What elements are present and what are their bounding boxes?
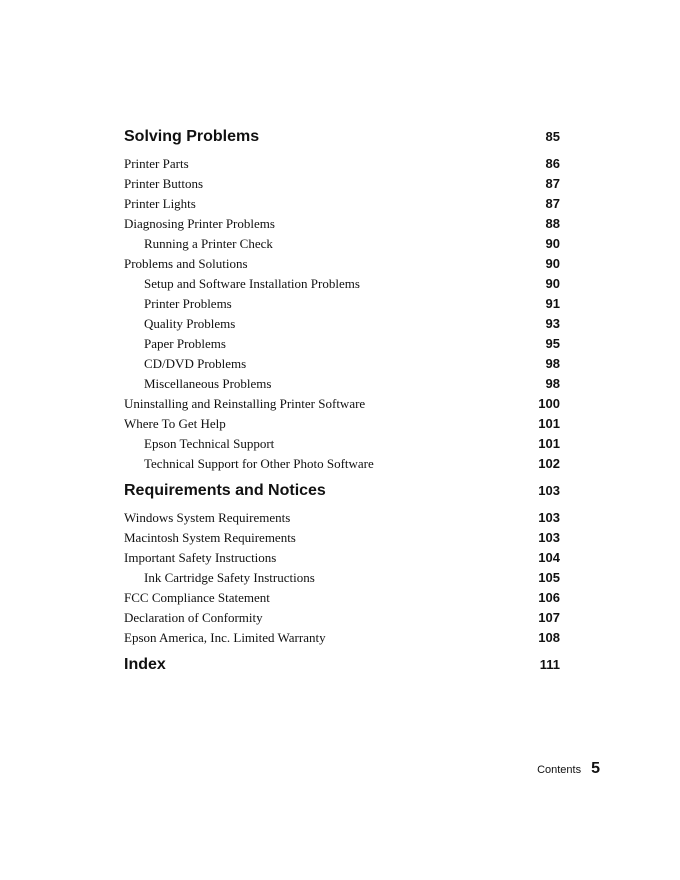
- toc-entry-title: Where To Get Help: [124, 416, 226, 431]
- toc-entry-title: Printer Parts: [124, 156, 189, 171]
- toc-entry-page: 87: [545, 176, 560, 191]
- toc-entry-page: 105: [538, 570, 560, 585]
- toc-section: [124, 128, 560, 474]
- toc-entry[interactable]: [124, 334, 560, 354]
- toc-entry[interactable]: [124, 434, 560, 454]
- toc-entry-title: Paper Problems: [144, 336, 226, 351]
- toc-entry[interactable]: [124, 294, 560, 314]
- toc-entry[interactable]: [124, 234, 560, 254]
- toc-entry-page: 95: [545, 336, 560, 351]
- toc-entry-page: 87: [545, 196, 560, 211]
- toc-entry-page: 98: [545, 356, 560, 371]
- section-heading[interactable]: [124, 128, 560, 154]
- toc-entry-page: 103: [538, 530, 560, 545]
- toc-entry-page: 102: [538, 456, 560, 471]
- toc-entry-title: Printer Problems: [144, 296, 232, 311]
- toc-entry-title: Epson America, Inc. Limited Warranty: [124, 630, 326, 645]
- section-heading-page: 85: [545, 129, 560, 144]
- toc-entry-title: Printer Buttons: [124, 176, 204, 191]
- toc-entry-title: Windows System Requirements: [124, 510, 291, 525]
- page-footer: [500, 760, 600, 778]
- toc-entry-title: Problems and Solutions: [124, 256, 248, 271]
- toc-entry[interactable]: [124, 394, 560, 414]
- toc-entry-title: Uninstalling and Reinstalling Printer Software: [124, 396, 366, 411]
- toc-entry-page: 100: [538, 396, 560, 411]
- section-heading-page: 103: [538, 483, 560, 498]
- toc-entry-title: CD/DVD Problems: [144, 356, 247, 371]
- toc-entry-title: Macintosh System Requirements: [124, 530, 296, 545]
- toc-entry-title: Epson Technical Support: [144, 436, 275, 451]
- section-heading[interactable]: [124, 482, 560, 508]
- toc-entry-page: 91: [545, 296, 560, 311]
- toc-entry[interactable]: [124, 454, 560, 474]
- toc-entry[interactable]: [124, 508, 560, 528]
- toc-entry-title: Quality Problems: [144, 316, 236, 331]
- toc-entry[interactable]: [124, 354, 560, 374]
- toc-entry[interactable]: [124, 628, 560, 648]
- toc-entry-page: 90: [545, 276, 560, 291]
- toc-entry[interactable]: [124, 528, 560, 548]
- section-heading-page: 111: [539, 657, 560, 672]
- toc-section: [124, 482, 560, 648]
- section-heading-title: Index: [124, 656, 166, 673]
- footer-label: Contents: [537, 764, 582, 776]
- toc-entry[interactable]: [124, 214, 560, 234]
- section-heading-title: Solving Problems: [124, 128, 260, 145]
- toc-entry[interactable]: [124, 414, 560, 434]
- toc-entry-page: 101: [538, 416, 560, 431]
- toc-entry-title: Technical Support for Other Photo Software: [144, 456, 374, 471]
- toc-entry-title: Ink Cartridge Safety Instructions: [144, 570, 315, 585]
- section-heading[interactable]: [124, 656, 560, 682]
- toc-entry-title: Important Safety Instructions: [124, 550, 277, 565]
- toc-entry-page: 86: [545, 156, 560, 171]
- toc-entry-title: Declaration of Conformity: [124, 610, 263, 625]
- toc-entry-title: FCC Compliance Statement: [124, 590, 270, 605]
- toc-entry-title: Setup and Software Installation Problems: [144, 276, 360, 291]
- toc-entry-title: Running a Printer Check: [144, 236, 273, 251]
- toc-entry-page: 104: [538, 550, 560, 565]
- toc-entry-page: 90: [545, 256, 560, 271]
- toc-entry[interactable]: [124, 588, 560, 608]
- toc-entry[interactable]: [124, 608, 560, 628]
- toc-entry-page: 106: [538, 590, 560, 605]
- toc-entry-page: 101: [538, 436, 560, 451]
- toc-entry[interactable]: [124, 314, 560, 334]
- toc-entry-page: 103: [538, 510, 560, 525]
- toc-entry[interactable]: [124, 154, 560, 174]
- toc-entry-title: Diagnosing Printer Problems: [124, 216, 275, 231]
- toc-entry-title: Miscellaneous Problems: [144, 376, 272, 391]
- toc-entry[interactable]: [124, 254, 560, 274]
- toc-entry[interactable]: [124, 374, 560, 394]
- toc-entry-page: 93: [545, 316, 560, 331]
- toc-entry-page: 88: [545, 216, 560, 231]
- toc-entry-page: 98: [545, 376, 560, 391]
- table-of-contents: [124, 128, 560, 690]
- toc-entry-page: 107: [538, 610, 560, 625]
- toc-entry[interactable]: [124, 174, 560, 194]
- toc-entry-page: 90: [545, 236, 560, 251]
- toc-entry[interactable]: [124, 548, 560, 568]
- toc-entry[interactable]: [124, 194, 560, 214]
- toc-entry[interactable]: [124, 274, 560, 294]
- toc-entry-title: Printer Lights: [124, 196, 196, 211]
- toc-section: [124, 656, 560, 682]
- toc-entry[interactable]: [124, 568, 560, 588]
- page-number: 5: [591, 760, 600, 777]
- section-heading-title: Requirements and Notices: [124, 482, 326, 499]
- toc-entry-page: 108: [538, 630, 560, 645]
